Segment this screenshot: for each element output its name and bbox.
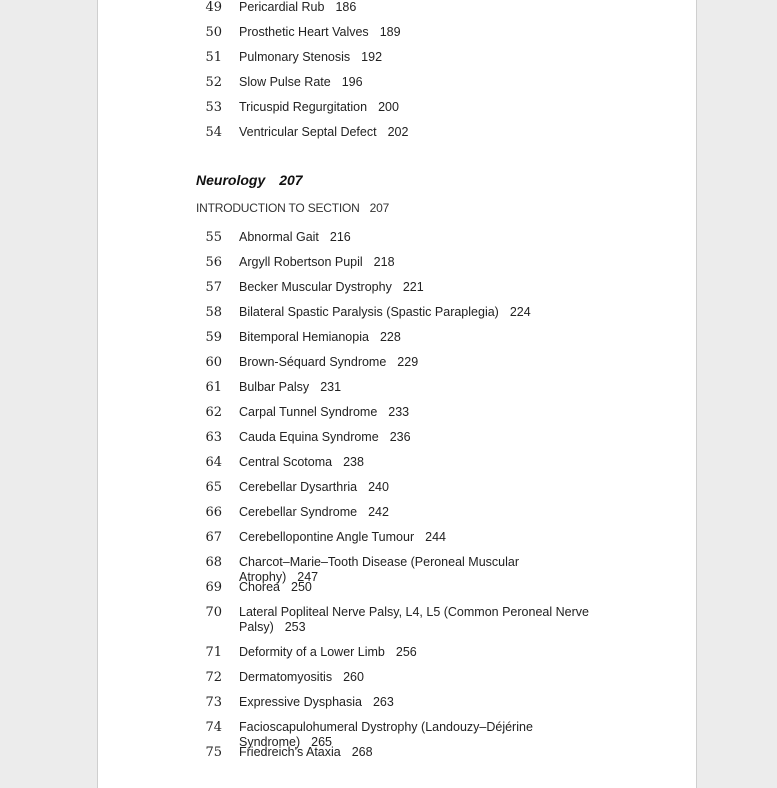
entry-title: Deformity of a Lower Limb bbox=[239, 645, 385, 659]
entry-title-line bbox=[239, 380, 599, 395]
entry-page: 238 bbox=[343, 455, 364, 469]
entry-number: 74 bbox=[205, 720, 222, 735]
entry-page: 268 bbox=[351, 745, 373, 759]
entry-number: 50 bbox=[205, 25, 222, 40]
entry-page: 263 bbox=[372, 695, 394, 709]
entry-number: 56 bbox=[205, 255, 222, 270]
entry-number: 64 bbox=[205, 455, 222, 470]
section-heading bbox=[196, 172, 303, 188]
entry-title-line bbox=[239, 645, 599, 660]
entry-number: 62 bbox=[205, 405, 222, 420]
entry-page: 240 bbox=[368, 480, 389, 494]
entry-title-line bbox=[239, 580, 599, 595]
entry-number: 70 bbox=[205, 605, 222, 620]
entry-title: Cerebellar Dysarthria bbox=[239, 480, 358, 494]
entry-title-line bbox=[239, 405, 599, 420]
entry-page: 196 bbox=[341, 75, 363, 89]
entry-title-line bbox=[239, 670, 599, 685]
entry-page: 242 bbox=[368, 505, 389, 519]
entry-number: 66 bbox=[205, 505, 222, 520]
entry-page: 253 bbox=[284, 620, 306, 634]
entry-number: 53 bbox=[205, 100, 222, 115]
entry-page: 265 bbox=[311, 735, 332, 749]
entry-title: Becker Muscular Dystrophy bbox=[239, 280, 392, 294]
entry-title: Bitemporal Hemianopia bbox=[239, 330, 369, 344]
entry-page: 260 bbox=[343, 670, 364, 684]
section-page: 207 bbox=[279, 172, 303, 188]
entry-title: Tricuspid Regurgitation bbox=[239, 100, 368, 114]
entry-number: 75 bbox=[205, 745, 222, 760]
entry-page: 216 bbox=[329, 230, 351, 244]
entry-title: Argyll Robertson Pupil bbox=[239, 255, 363, 269]
entry-title-line bbox=[239, 355, 599, 370]
entry-title: Lateral Popliteal Nerve Palsy, L4, L5 (Common Peroneal Nerve Palsy) bbox=[239, 605, 589, 634]
entry-title-line bbox=[239, 125, 599, 140]
entry-page: 250 bbox=[291, 580, 312, 594]
entry-page: 228 bbox=[379, 330, 401, 344]
entry-title-line bbox=[239, 280, 599, 295]
entry-number: 54 bbox=[205, 125, 222, 140]
entry-number: 59 bbox=[205, 330, 222, 345]
entry-title-line bbox=[239, 695, 599, 710]
entry-number: 68 bbox=[205, 555, 222, 570]
entry-title: Brown-Séquard Syndrome bbox=[239, 355, 387, 369]
entry-title-line bbox=[239, 430, 599, 445]
entry-number: 65 bbox=[205, 480, 222, 495]
intro-page: 207 bbox=[369, 201, 390, 215]
entry-page: 221 bbox=[402, 280, 424, 294]
intro-label: INTRODUCTION TO SECTION bbox=[196, 201, 360, 215]
entry-title-line bbox=[239, 230, 599, 245]
entry-number: 67 bbox=[205, 530, 222, 545]
entry-title: Pericardial Rub bbox=[239, 0, 325, 14]
entry-page: 229 bbox=[397, 355, 419, 369]
entry-page: 247 bbox=[297, 570, 319, 584]
section-introduction bbox=[196, 201, 389, 215]
entry-title: Central Scotoma bbox=[239, 455, 333, 469]
entry-title: Carpal Tunnel Syndrome bbox=[239, 405, 378, 419]
entry-title-line bbox=[239, 530, 599, 545]
entry-number: 49 bbox=[205, 0, 222, 15]
entry-title-line bbox=[239, 505, 599, 520]
entry-page: 202 bbox=[387, 125, 409, 139]
entry-title-line bbox=[239, 100, 599, 115]
entry-title: Ventricular Septal Defect bbox=[239, 125, 377, 139]
entry-number: 73 bbox=[205, 695, 222, 710]
entry-page: 218 bbox=[373, 255, 395, 269]
entry-title: Bilateral Spastic Paralysis (Spastic Paraplegia) bbox=[239, 305, 499, 319]
entry-page: 244 bbox=[425, 530, 446, 544]
entry-title: Facioscapulohumeral Dystrophy (Landouzy–Déjérine Syndrome) bbox=[239, 720, 533, 749]
entry-title: Chorea bbox=[239, 580, 280, 594]
entry-page: 233 bbox=[388, 405, 410, 419]
entry-page: 256 bbox=[395, 645, 417, 659]
document-page bbox=[97, 0, 697, 788]
entry-number: 60 bbox=[205, 355, 222, 370]
entry-number: 52 bbox=[205, 75, 222, 90]
entry-title-line bbox=[239, 745, 599, 760]
entry-number: 55 bbox=[205, 230, 222, 245]
entry-page: 200 bbox=[378, 100, 399, 114]
entry-title-line bbox=[239, 480, 599, 495]
entry-number: 71 bbox=[205, 645, 222, 660]
entry-number: 63 bbox=[205, 430, 222, 445]
entry-page: 192 bbox=[361, 50, 383, 64]
entry-title: Cerebellar Syndrome bbox=[239, 505, 358, 519]
entry-title-line bbox=[239, 50, 599, 65]
entry-title-line bbox=[239, 25, 599, 40]
entry-number: 69 bbox=[205, 580, 222, 595]
entry-number: 72 bbox=[205, 670, 222, 685]
entry-page: 231 bbox=[320, 380, 342, 394]
entry-title: Abnormal Gait bbox=[239, 230, 319, 244]
entry-page: 224 bbox=[509, 305, 531, 319]
entry-title-line bbox=[239, 305, 599, 320]
section-title: Neurology bbox=[196, 172, 266, 188]
entry-title: Pulmonary Stenosis bbox=[239, 50, 351, 64]
entry-title: Expressive Dysphasia bbox=[239, 695, 362, 709]
entry-title: Charcot–Marie–Tooth Disease (Peroneal Muscular Atrophy) bbox=[239, 555, 519, 584]
entry-title: Dermatomyositis bbox=[239, 670, 333, 684]
entry-number: 58 bbox=[205, 305, 222, 320]
entry-title: Bulbar Palsy bbox=[239, 380, 310, 394]
entry-title-line bbox=[239, 455, 599, 470]
entry-title: Prosthetic Heart Valves bbox=[239, 25, 369, 39]
entry-title-line bbox=[239, 75, 599, 90]
entry-title: Cerebellopontine Angle Tumour bbox=[239, 530, 415, 544]
entry-title-line bbox=[239, 605, 599, 635]
entry-page: 236 bbox=[389, 430, 411, 444]
entry-title-line bbox=[239, 255, 599, 270]
entry-title-line bbox=[239, 330, 599, 345]
entry-title: Cauda Equina Syndrome bbox=[239, 430, 379, 444]
entry-page: 186 bbox=[335, 0, 357, 14]
entry-title: Friedreich's Ataxia bbox=[239, 745, 341, 759]
entry-number: 57 bbox=[205, 280, 222, 295]
entry-page: 189 bbox=[379, 25, 401, 39]
entry-title: Slow Pulse Rate bbox=[239, 75, 331, 89]
entry-title-line bbox=[239, 0, 599, 15]
entry-number: 61 bbox=[205, 380, 222, 395]
entry-number: 51 bbox=[205, 50, 222, 65]
